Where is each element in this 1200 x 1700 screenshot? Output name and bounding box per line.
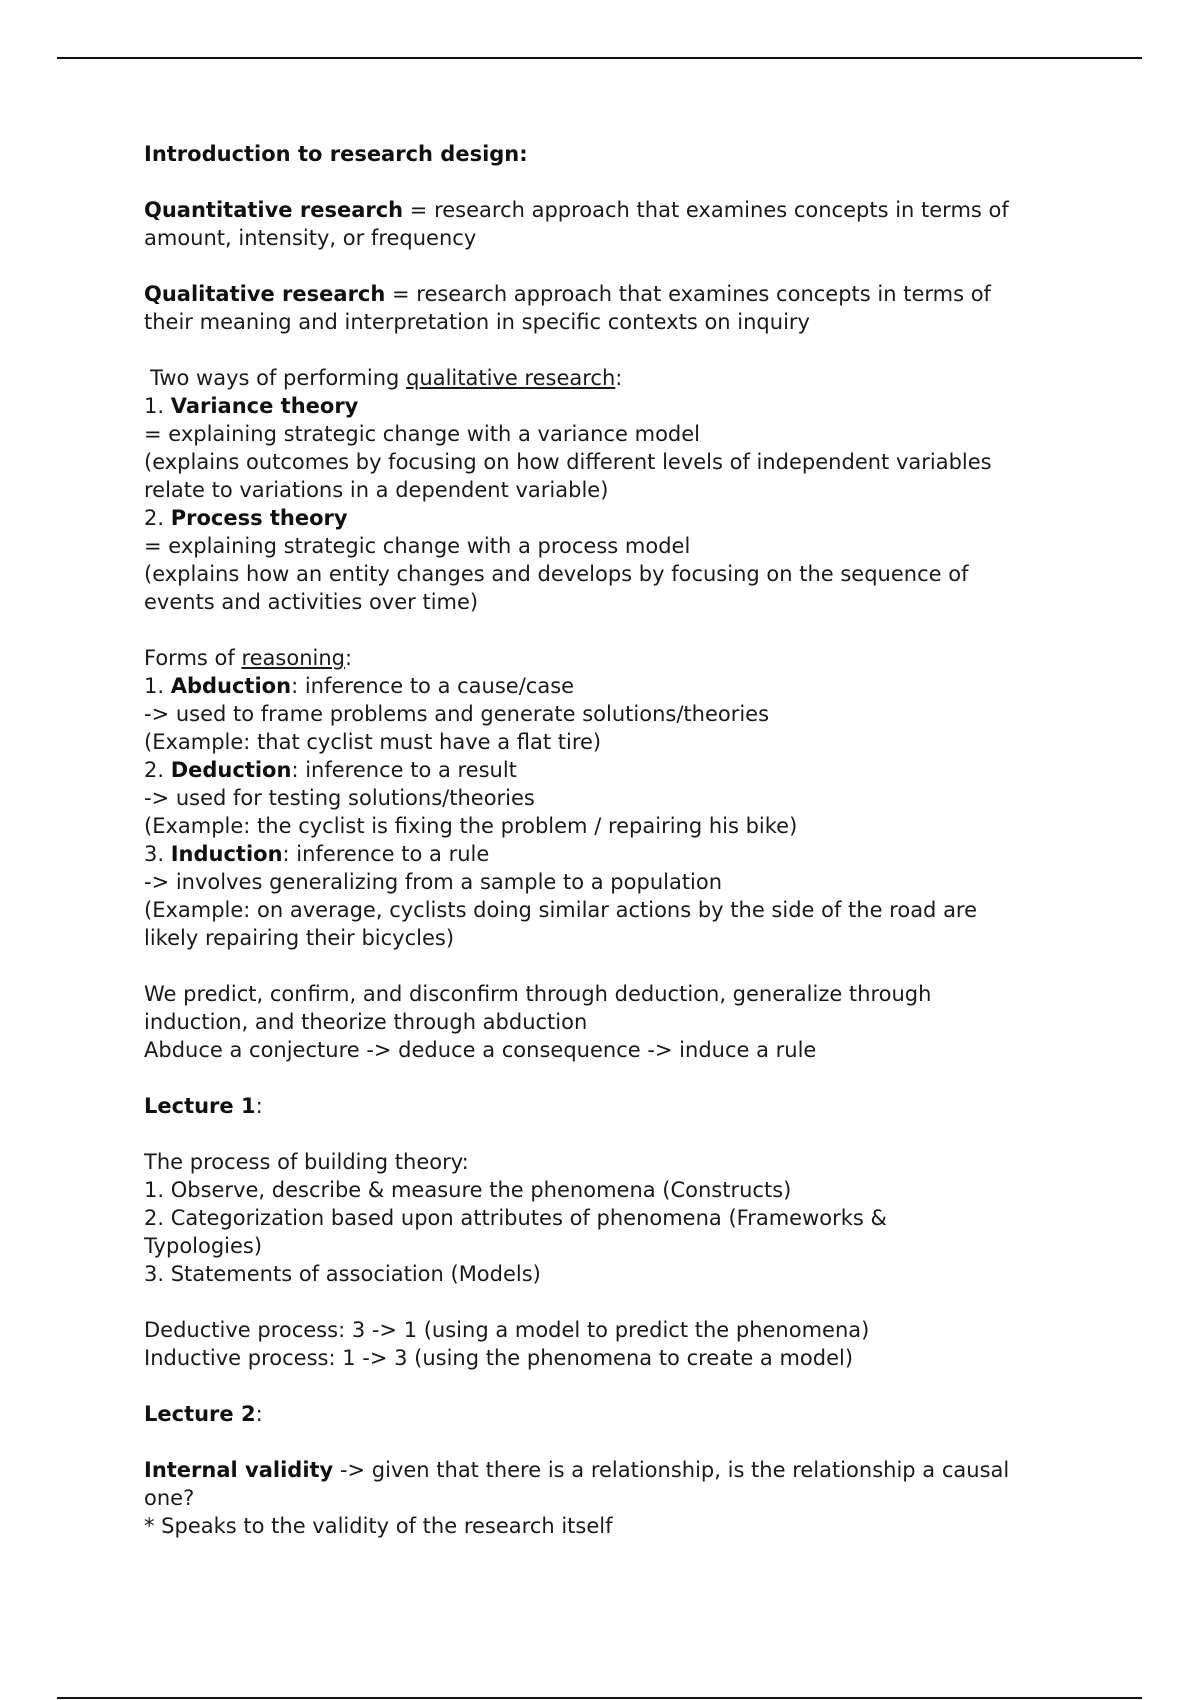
reasoning-underlined: reasoning bbox=[241, 646, 345, 670]
deduction-item: 2. Deduction: inference to a result bbox=[144, 758, 517, 782]
reasoning-heading: Forms of reasoning: bbox=[144, 646, 353, 670]
theory-step-1: 1. Observe, describe & measure the phenomena (Constructs) bbox=[144, 1178, 792, 1202]
lecture-2-heading: Lecture 2: bbox=[144, 1402, 263, 1426]
two-ways-heading: Two ways of performing qualitative research: bbox=[150, 366, 623, 390]
internal-validity-definition: Internal validity -> given that there is a relationship, is the relationship a causal bbox=[144, 1458, 1010, 1482]
qualitative-research-underlined: qualitative research bbox=[406, 366, 616, 390]
inductive-process: Inductive process: 1 -> 3 (using the phenomena to create a model) bbox=[144, 1346, 854, 1370]
process-theory-item: 2. Process theory bbox=[144, 506, 348, 530]
internal-validity-note: * Speaks to the validity of the research itself bbox=[144, 1514, 613, 1538]
document-body: Introduction to research design: Quantitative research = research approach that examines concepts in terms of amount, intensity, or frequency Qualitative research = research approach that examines concepts in terms of their meaning and interpretation in specific contexts on inquiry Two ways of performing qualitative research: 1. Variance theory = explaining strategic change with a variance model (explains outcomes by focusing on how different levels of independent variables relate to variations in a dependent variable) 2. Process theory = explaining strategic change with a process model (explains how an entity changes and develops by focusing on the sequence of events and activities over time) Forms of reasoning: 1. Abduction: inference to a cause/case -> used to frame problems and generate solutions/theories (Example: that cyclist must have a flat tire) 2. Deduction: inference to a result -> used for testing solutions/theories (Example: the cyclist is fixing the problem / repairing his bike) 3. Induction: inference to a rule -> involves generalizing from a sample to a population (Example: on average, cyclists doing similar actions by the side of the road are likely repairing their bicycles) We predict, confirm, and disconfirm through deduction, generalize through induction, and theorize through abduction Abduce a conjecture -> deduce a consequence -> induce a rule Lecture 1: The process of building theory: 1. Observe, describe & measure the phenomena (Constructs) 2. Categorization based upon attributes of phenomena (Frameworks & Typologies) 3. Statements of association (Models) Deductive process: 3 -> 1 (using a model to predict the phenomena) Inductive process: 1 -> 3 (using the phenomena to create a model) Lecture 2: Internal validity -> given that there is a relationship, is the relationship a causal one? * Speaks to the validity of the research itself bbox=[144, 140, 1084, 1540]
deductive-process: Deductive process: 3 -> 1 (using a model to predict the phenomena) bbox=[144, 1318, 870, 1342]
internal-validity-term: Internal validity bbox=[144, 1458, 334, 1482]
quantitative-definition: Quantitative research = research approach that examines concepts in terms of bbox=[144, 198, 1009, 222]
summary-line-1: We predict, confirm, and disconfirm through deduction, generalize through bbox=[144, 982, 932, 1006]
top-rule bbox=[57, 57, 1142, 59]
theory-step-2: 2. Categorization based upon attributes of phenomena (Frameworks & bbox=[144, 1206, 887, 1230]
theory-building-intro: The process of building theory: bbox=[144, 1150, 469, 1174]
summary-line-3: Abduce a conjecture -> deduce a consequence -> induce a rule bbox=[144, 1038, 817, 1062]
qualitative-definition: Qualitative research = research approach that examines concepts in terms of bbox=[144, 282, 991, 306]
bottom-rule bbox=[57, 1697, 1142, 1699]
lecture-1-heading: Lecture 1: bbox=[144, 1094, 263, 1118]
abduction-item: 1. Abduction: inference to a cause/case bbox=[144, 674, 575, 698]
qualitative-term: Qualitative research bbox=[144, 282, 386, 306]
induction-item: 3. Induction: inference to a rule bbox=[144, 842, 490, 866]
quantitative-term: Quantitative research bbox=[144, 198, 404, 222]
section-title: Introduction to research design: bbox=[144, 142, 528, 166]
variance-theory-item: 1. Variance theory bbox=[144, 394, 359, 418]
theory-step-3: 3. Statements of association (Models) bbox=[144, 1262, 541, 1286]
summary-line-2: induction, and theorize through abduction bbox=[144, 1010, 588, 1034]
